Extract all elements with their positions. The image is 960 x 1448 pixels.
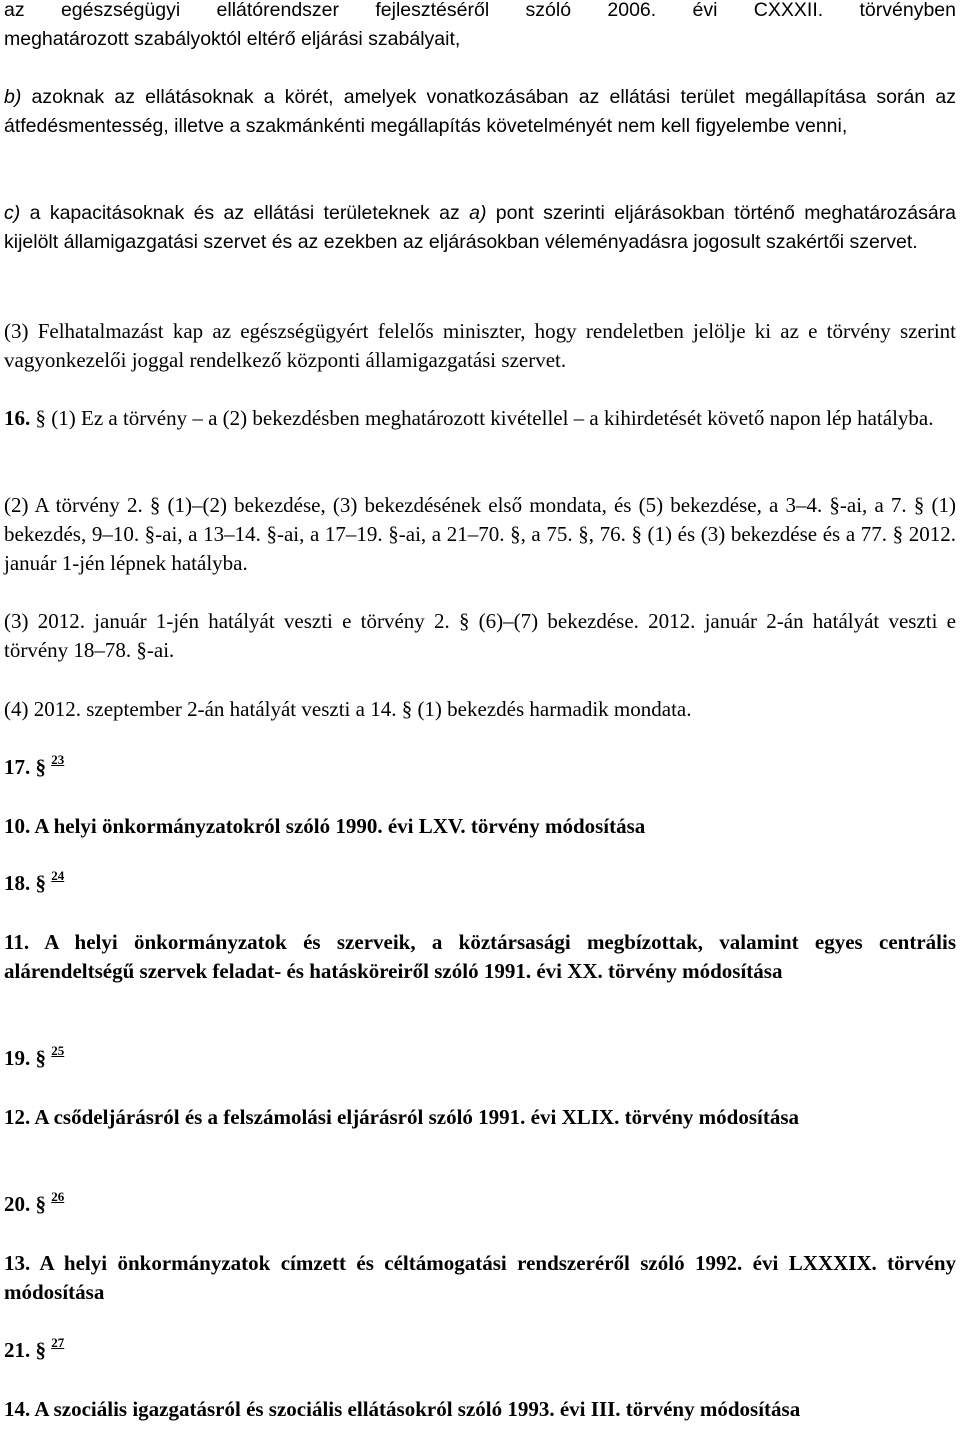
section-20: [4, 1190, 956, 1219]
paragraph-text: (3) 2012. január 1-jén hatályát veszti e törvény 2. § (6)–(7) bekezdése. 2012. január 2-án hatályát veszti e törvény 18–78. §-ai.: [4, 609, 956, 662]
point-text: a kapacitásoknak és az ellátási területeknek az: [20, 202, 470, 224]
paragraph-4: [4, 695, 956, 724]
section-number: 16.: [4, 406, 31, 430]
paragraph-line: az egészségügyi ellátórendszer fejlesztéséről szóló 2006. évi CXXXII. törvényben: [4, 0, 956, 21]
section-sign: §: [35, 1046, 46, 1070]
section-16: [4, 404, 956, 433]
paragraph-continuation: [4, 0, 956, 54]
paragraph-3: [4, 317, 956, 375]
paragraph-point-b: [4, 83, 956, 141]
section-sign: §: [35, 871, 46, 895]
section-sign: §: [35, 1338, 46, 1362]
footnote-link[interactable]: 26: [51, 1189, 65, 1204]
section-number: 17.: [4, 755, 31, 779]
section-sign: §: [35, 1192, 46, 1216]
paragraph-text: (2) A törvény 2. § (1)–(2) bekezdése, (3) bekezdésének első mondata, és (5) bekezdése, a 3–4. §-ai, a 7. § (1) bekezdés, 9–10. §-ai, a 13–14. §-ai, a 17–19. §-ai, a 21–70. §, a 75. §, 76. § (1) és (3) bekezdése és a 77. § 2012. január 1-jén lépnek hatályba.: [4, 493, 956, 575]
footnote-link[interactable]: 27: [51, 1335, 65, 1350]
section-18: [4, 869, 956, 898]
section-17: [4, 753, 956, 782]
point-marker: c): [4, 202, 21, 224]
section-heading: 12. A csődeljárásról és a felszámolási eljárásról szóló 1991. évi XLIX. törvény módosítása: [4, 1105, 799, 1129]
section-heading: 13. A helyi önkormányzatok címzett és céltámogatási rendszeréről szóló 1992. évi LXXXIX. törvény módosítása: [4, 1251, 956, 1304]
section-21: [4, 1336, 956, 1365]
heading-11: [4, 928, 956, 986]
point-text: azoknak az ellátásoknak a körét, amelyek vonatkozásában az ellátási terület megállapítása során az átfedésmentesség, illetve a szakmánkénti megállapítás követelményét nem kell figyelembe venni,: [4, 86, 956, 137]
heading-12: [4, 1103, 956, 1132]
paragraph-text: (3) Felhatalmazást kap az egészségügyért felelős miniszter, hogy rendeletben jelölje ki az e törvény szerint vagyonkezelői joggal rendelkező központi államigazgatási szervet.: [4, 319, 956, 372]
footnote-link[interactable]: 25: [51, 1043, 65, 1058]
footnote-link[interactable]: 24: [51, 868, 65, 883]
section-sign: §: [35, 755, 46, 779]
section-heading: 11. A helyi önkormányzatok és szerveik, a köztársasági megbízottak, valamint egyes centrális alárendeltségű szervek feladat- és hatásköreiről szóló 1991. évi XX. törvény módosítása: [4, 930, 956, 983]
paragraph-text: § (1) Ez a törvény – a (2) bekezdésben meghatározott kivétellel – a kihirdetését követő napon lép hatályba.: [30, 406, 934, 430]
section-number: 21.: [4, 1338, 31, 1362]
heading-10: [4, 812, 956, 841]
heading-14: [4, 1395, 956, 1424]
paragraph-text: (4) 2012. szeptember 2-án hatályát veszti a 14. § (1) bekezdés harmadik mondata.: [4, 697, 692, 721]
paragraph-line: meghatározott szabályoktól eltérő eljárási szabályait,: [4, 28, 461, 50]
point-reference: a): [469, 202, 487, 224]
section-number: 19.: [4, 1046, 31, 1070]
section-number: 18.: [4, 871, 31, 895]
section-19: [4, 1044, 956, 1073]
paragraph-2: [4, 491, 956, 578]
section-heading: 10. A helyi önkormányzatokról szóló 1990. évi LXV. törvény módosítása: [4, 814, 646, 838]
point-marker: b): [4, 86, 22, 108]
section-number: 20.: [4, 1192, 31, 1216]
footnote-link[interactable]: 23: [51, 752, 65, 767]
section-heading: 14. A szociális igazgatásról és szociális ellátásokról szóló 1993. évi III. törvény módosítása: [4, 1397, 801, 1421]
paragraph-point-c: [4, 199, 956, 257]
paragraph-3b: [4, 607, 956, 665]
heading-13: [4, 1249, 956, 1307]
point-text: pont szerinti eljárásokban történő meghatározására kijelölt államigazgatási szervet és az ezekben az eljárásokban véleményadásra jogosult szakértői szervet.: [4, 202, 957, 253]
